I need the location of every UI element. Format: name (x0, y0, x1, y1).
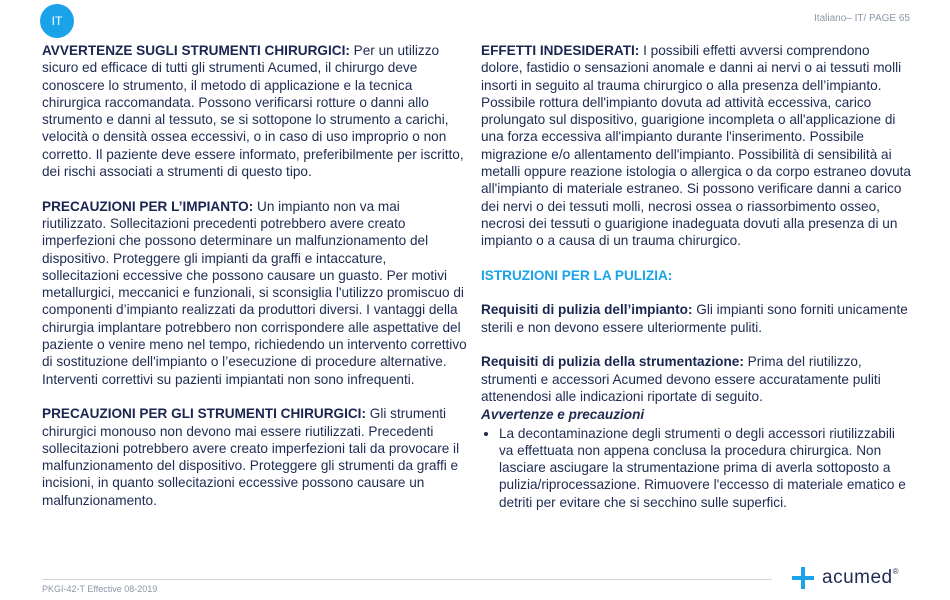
language-badge: IT (40, 4, 74, 38)
adverse-effects-title: EFFETTI INDESIDERATI: (481, 43, 640, 58)
instrument-precautions-text: Gli strumenti chirurgici monouso non devono mai essere riutilizzati. Precedenti sollecitazioni potrebbero avere creato imperfezioni tali da provocare il malfunzionamento del dispositivo. Proteggere gli strumenti da graffi e incisioni, in quanto sollecitazioni eccessive possono causare un malfunzionamento. (42, 406, 460, 508)
warnings-list (481, 425, 911, 511)
instrument-cleaning-title: Requisiti di pulizia della strumentazione: (481, 354, 744, 370)
implant-cleaning-title: Requisiti di pulizia dell’impianto: (481, 302, 693, 318)
implant-cleaning-paragraph (481, 301, 911, 336)
instrument-cleaning-paragraph (481, 353, 911, 405)
warnings-subheading: Avvertenze e precauzioni (481, 407, 645, 423)
acumed-logo (792, 567, 899, 589)
instrument-warnings-paragraph (42, 42, 467, 180)
instrument-precautions-title: PRECAUZIONI PER GLI STRUMENTI CHIRURGICI: (42, 406, 366, 422)
instrument-cleaning-text: Prima del riutilizzo, strumenti e accessori Acumed devono essere accuratamente puliti attenendosi alle indicazioni riportate di seguito. (481, 354, 881, 404)
page-label: Italiano– IT/ PAGE 65 (814, 13, 910, 24)
instrument-warnings-title: AVVERTENZE SUGLI STRUMENTI CHIRURGICI: (42, 43, 350, 58)
implant-precautions-title: PRECAUZIONI PER L’IMPIANTO: (42, 198, 254, 214)
left-column (42, 42, 467, 526)
instrument-warnings-text: Per un utilizzo sicuro ed efficace di tutti gli strumenti Acumed, il chirurgo deve conoscere lo strumento, il metodo di applicazione e la tecnica chirurgica raccomandata. Possono verificarsi rotture o danni allo strumento e danni al tessuto, se si sottopone lo strumento a carichi, velocità o densità ossea eccessivi, o in caso di uso improprio o non corretto. Il paziente deve essere informato, preferibilmente per iscritto, dei rischi associati a strumenti di questo tipo. (42, 43, 464, 180)
implant-precautions-text: Un impianto non va mai riutilizzato. Sollecitazioni precedenti potrebbero avere creato imperfezioni che possono determinare un malfunzionamento del dispositivo. Proteggere gli impianti da graffi e intaccature, sollecitazioni eccessive che possono causare un guasto. Per motivi metallurgici, meccanici e funzionali, si sconsiglia l'utilizzo promiscuo di componenti d’impianto realizzati da produttori diversi. I vantaggi della chirurgia implantare potrebbero non corrispondere alle aspettative del paziente o venire meno nel tempo, richiedendo un intervento correttivo di sostituzione dell'impianto o l’esecuzione di procedure alternative. Interventi correttivi su pazienti impiantati non sono infrequenti. (42, 198, 467, 387)
right-column (481, 42, 911, 511)
adverse-effects-paragraph (481, 42, 911, 250)
implant-precautions-paragraph (42, 198, 467, 388)
cleaning-section-title: ISTRUZIONI PER LA PULIZIA: (481, 267, 673, 283)
implant-cleaning-text: Gli impianti sono forniti unicamente sterili e non devono essere ulteriormente puliti. (481, 302, 908, 335)
logo-wordmark: acumed® (822, 567, 900, 588)
instrument-precautions-paragraph (42, 405, 467, 509)
footer-divider (42, 579, 772, 580)
adverse-effects-text: I possibili effetti avversi comprendono dolore, fastidio o sensazioni anomale e danni ai nervi o ai tessuti molli insorti in seguito al trauma chirurgico o alla presenza dell’impianto. Possibile rottura dell'impianto dovuta ad attività eccessiva, carico prolungato sul dispositivo, guarigione incompleta o all'applicazione di una forza eccessiva all'impianto durante l'inserimento. Possibile migrazione e/o allentamento dell'impianto. Possibilità di sensibilità ai metalli oppure reazione istologia o allergica o da corpo estraneo dovuta all'impianto di materiale estraneo. Si possono verificare danni a carico dei nervi o dei tessuti molli, necrosi ossea o riassorbimento osseo, necrosi dei tessuti o guarigione inadeguata dovuti alla presenza di un impianto o a causa di un trauma chirurgico. (481, 43, 911, 249)
cross-icon (792, 567, 814, 589)
document-code: PKGI-42-T Effective 08-2019 (42, 584, 158, 594)
list-item: • La decontaminazione degli strumenti o degli accessori riutilizzabili va effettuata non appena conclusa la procedura chirurgica. Non lasciare asciugare la strumentazione prima di averla sottoposto a pulizia/riprocessazione. Rimuovere l'eccesso di materiale ematico e detriti per evitare che si secchino sulle superfici. (499, 425, 911, 511)
